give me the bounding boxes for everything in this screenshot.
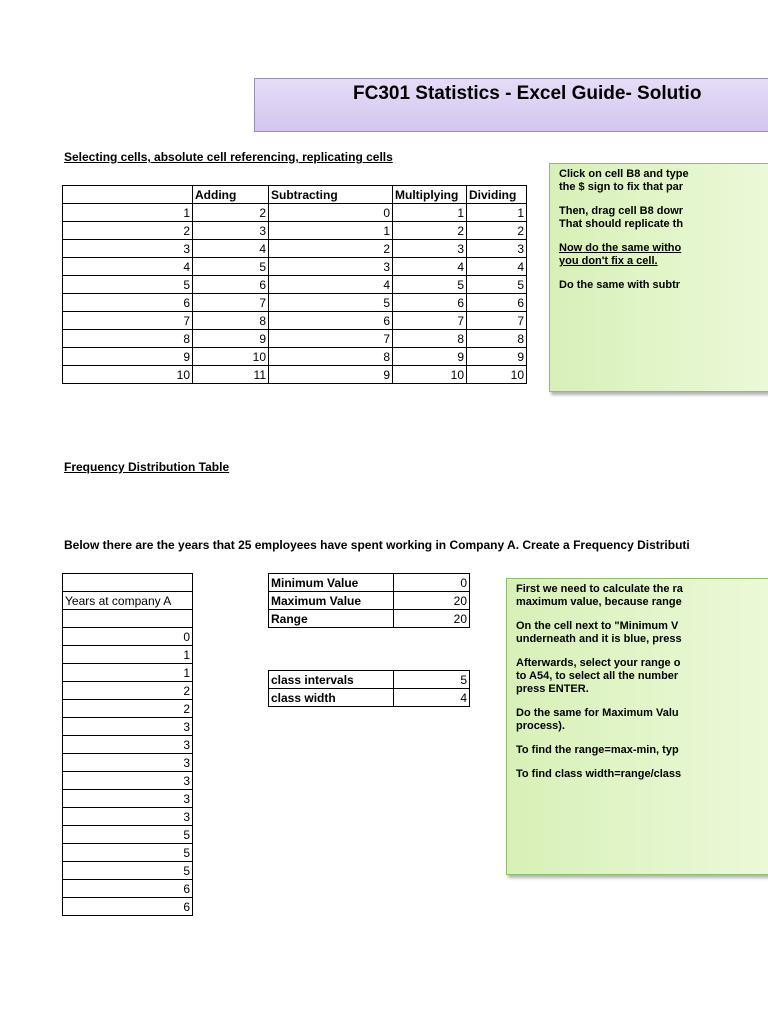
table-cell[interactable]: 3 — [269, 258, 393, 276]
table-cell[interactable]: 0 — [269, 204, 393, 222]
note-line: On the cell next to "Minimum V — [516, 620, 679, 632]
header-cell[interactable] — [63, 186, 193, 204]
note-line: underneath and it is blue, press — [516, 633, 682, 645]
table-cell[interactable]: 10 — [63, 366, 193, 384]
year-cell[interactable]: 0 — [63, 628, 193, 646]
table-cell[interactable]: 7 — [63, 312, 193, 330]
section2-heading: Frequency Distribution Table — [64, 460, 230, 474]
stats-table — [268, 573, 470, 628]
table-row — [63, 294, 527, 312]
table-row — [63, 222, 527, 240]
table-cell[interactable]: 1 — [393, 204, 467, 222]
note-line: Now do the same witho — [559, 242, 682, 254]
table-cell[interactable]: 1 — [63, 204, 193, 222]
note-line: process). — [516, 720, 565, 732]
table-cell[interactable]: 6 — [193, 276, 269, 294]
table-cell[interactable]: 5 — [393, 276, 467, 294]
table-cell[interactable]: 1 — [269, 222, 393, 240]
table-cell[interactable]: 2 — [393, 222, 467, 240]
table-cell[interactable]: 3 — [63, 240, 193, 258]
range-label-cell[interactable]: Range — [269, 610, 394, 628]
header-cell[interactable]: Adding — [193, 186, 269, 204]
note-line: to A54, to select all the number — [516, 670, 679, 682]
year-cell[interactable]: 2 — [63, 682, 193, 700]
table-cell[interactable]: 1 — [467, 204, 527, 222]
year-cell[interactable]: 3 — [63, 808, 193, 826]
year-cell[interactable]: 1 — [63, 646, 193, 664]
table-cell[interactable]: 9 — [63, 348, 193, 366]
note-box-cell-referencing — [549, 163, 768, 392]
table-cell[interactable]: 3 — [393, 240, 467, 258]
table-cell[interactable]: 9 — [193, 330, 269, 348]
table-row — [63, 204, 527, 222]
table-cell[interactable]: 7 — [467, 312, 527, 330]
table-cell[interactable]: 7 — [393, 312, 467, 330]
intervals-value-cell[interactable]: 5 — [394, 671, 470, 689]
width-value-cell[interactable]: 4 — [394, 689, 470, 707]
table-row — [63, 348, 527, 366]
year-cell[interactable]: 6 — [63, 880, 193, 898]
table-cell[interactable]: 10 — [393, 366, 467, 384]
year-cell[interactable]: 3 — [63, 754, 193, 772]
note-line: maximum value, because range — [516, 596, 682, 608]
year-cell[interactable]: 3 — [63, 790, 193, 808]
table-row — [63, 258, 527, 276]
year-cell[interactable]: 1 — [63, 664, 193, 682]
note-line: Do the same for Maximum Valu — [516, 707, 679, 719]
note-line: To find class width=range/class — [516, 768, 682, 780]
table-cell[interactable]: 8 — [63, 330, 193, 348]
note-line: That should replicate th — [559, 218, 684, 230]
note-line: Then, drag cell B8 dowr — [559, 205, 684, 217]
table-cell[interactable]: 5 — [193, 258, 269, 276]
year-cell[interactable]: 3 — [63, 772, 193, 790]
empty-cell[interactable] — [63, 610, 193, 628]
table-cell[interactable]: 4 — [269, 276, 393, 294]
header-row — [63, 186, 527, 204]
table-cell[interactable]: 11 — [193, 366, 269, 384]
note-line: Afterwards, select your range o — [516, 657, 681, 669]
section1-heading: Selecting cells, absolute cell referencing, replicating cells — [64, 150, 393, 164]
table-cell[interactable]: 9 — [467, 348, 527, 366]
note-line: First we need to calculate the ra — [516, 583, 683, 595]
table-cell[interactable]: 7 — [193, 294, 269, 312]
intervals-label-cell[interactable]: class intervals — [269, 671, 394, 689]
table-cell[interactable]: 2 — [467, 222, 527, 240]
width-label-cell[interactable]: class width — [269, 689, 394, 707]
table-cell[interactable]: 8 — [193, 312, 269, 330]
year-cell[interactable]: 5 — [63, 826, 193, 844]
table-cell[interactable]: 2 — [269, 240, 393, 258]
table-row — [63, 366, 527, 384]
table-cell[interactable]: 2 — [63, 222, 193, 240]
note-line: press ENTER. — [516, 683, 589, 695]
year-cell[interactable]: 6 — [63, 898, 193, 916]
year-cell[interactable]: 5 — [63, 862, 193, 880]
table-cell[interactable]: 2 — [193, 204, 269, 222]
table-cell[interactable]: 6 — [467, 294, 527, 312]
table-cell[interactable]: 6 — [393, 294, 467, 312]
table-cell[interactable]: 4 — [467, 258, 527, 276]
table-row — [63, 312, 527, 330]
range-value-cell[interactable]: 20 — [394, 610, 470, 628]
table-cell[interactable]: 4 — [393, 258, 467, 276]
min-value-cell[interactable]: 0 — [394, 574, 470, 592]
table-cell[interactable]: 4 — [193, 240, 269, 258]
note-line: the $ sign to fix that par — [559, 181, 684, 193]
instruction-text: Below there are the years that 25 employees have spent working in Company A. Create a Frequency Distributi — [64, 538, 690, 552]
class-table — [268, 670, 470, 707]
year-cell[interactable]: 5 — [63, 844, 193, 862]
table-cell[interactable]: 9 — [393, 348, 467, 366]
table-cell[interactable]: 5 — [269, 294, 393, 312]
table-cell[interactable]: 3 — [467, 240, 527, 258]
table-cell[interactable]: 5 — [467, 276, 527, 294]
year-cell[interactable]: 3 — [63, 736, 193, 754]
table-row — [63, 240, 527, 258]
table-cell[interactable]: 9 — [269, 366, 393, 384]
header-cell[interactable]: Subtracting — [269, 186, 393, 204]
title-banner — [254, 78, 768, 132]
header-cell[interactable]: Multiplying — [393, 186, 467, 204]
note-line: Click on cell B8 and type — [559, 168, 689, 180]
page-title: FC301 Statistics - Excel Guide- Solutio — [353, 83, 702, 104]
years-table — [62, 573, 193, 916]
table-cell[interactable]: 7 — [269, 330, 393, 348]
table-row — [63, 276, 527, 294]
table-cell[interactable]: 4 — [63, 258, 193, 276]
table-cell[interactable]: 8 — [467, 330, 527, 348]
min-label-cell[interactable]: Minimum Value — [269, 574, 394, 592]
table-cell[interactable]: 3 — [193, 222, 269, 240]
table-cell[interactable]: 8 — [393, 330, 467, 348]
note-line: Do the same with subtr — [559, 279, 681, 291]
year-cell[interactable]: 2 — [63, 700, 193, 718]
table-cell[interactable]: 6 — [63, 294, 193, 312]
max-label-cell[interactable]: Maximum Value — [269, 592, 394, 610]
year-cell[interactable]: 3 — [63, 718, 193, 736]
table-cell[interactable]: 8 — [269, 348, 393, 366]
table-cell[interactable]: 6 — [269, 312, 393, 330]
table-cell[interactable]: 10 — [467, 366, 527, 384]
table-row — [63, 330, 527, 348]
table-cell[interactable]: 10 — [193, 348, 269, 366]
note-line: To find the range=max-min, typ — [516, 744, 679, 756]
note-line: you don't fix a cell. — [559, 255, 658, 267]
years-label-cell[interactable]: Years at company A — [63, 592, 193, 610]
empty-cell[interactable] — [63, 574, 193, 592]
header-cell[interactable]: Dividing — [467, 186, 527, 204]
max-value-cell[interactable]: 20 — [394, 592, 470, 610]
note-box-frequency — [506, 578, 768, 875]
table-cell[interactable]: 5 — [63, 276, 193, 294]
operations-table — [62, 185, 527, 384]
